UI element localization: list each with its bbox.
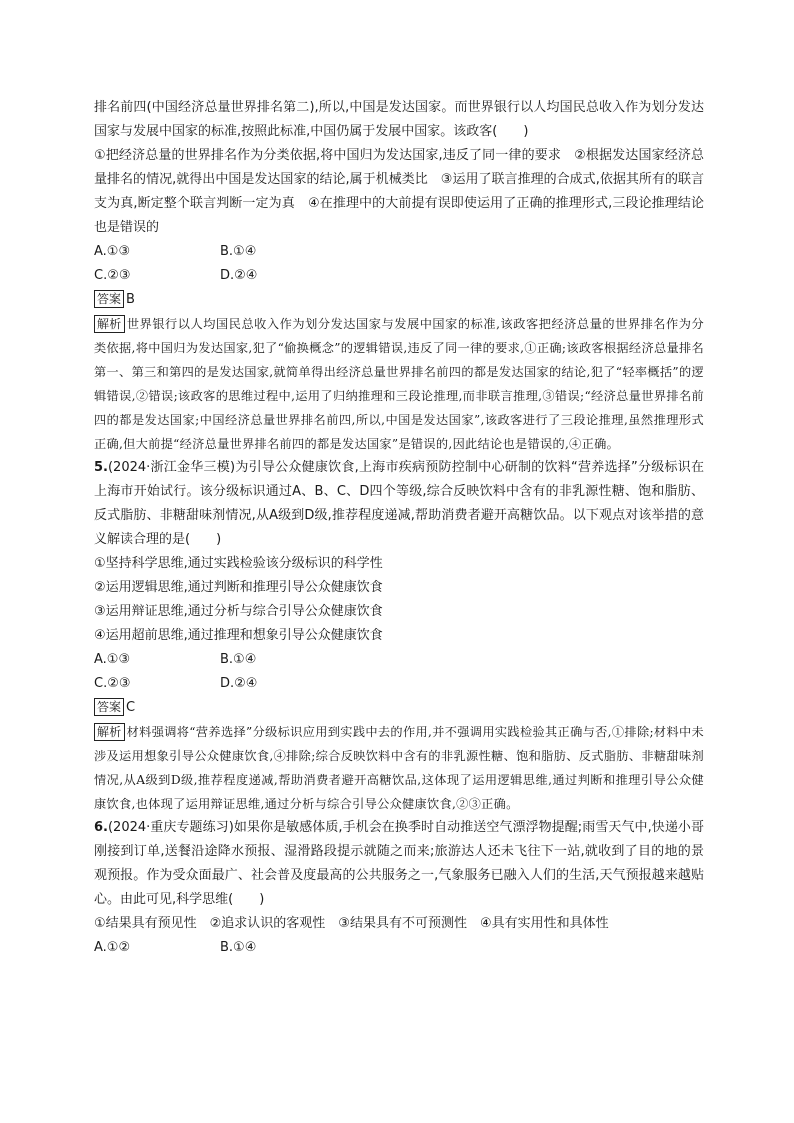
q4-explanation-tag: 解析	[94, 315, 125, 333]
q5-option-d[interactable]: D.②④	[220, 676, 258, 691]
q6-stem-text: 如果你是敏感体质,手机会在换季时自动推送空气漂浮物提醒;雨雪天气中,快递小哥刚接到订单,送餐沿途降水预报、湿滑路段提示就随之而来;旅游达人还未飞往下一站,就收到了目的地的景观预报。作为受众面最广、社会普及度最高的公共服务之一,气象服务已融入人们的生活,天气预报越来越贴心。由此可见,科学思维( )	[94, 820, 704, 907]
q5-option-a[interactable]: A.①③	[94, 652, 131, 667]
q5-explanation	[94, 720, 704, 816]
question-page	[94, 96, 704, 960]
q5-statement-2: ②运用逻辑思维,通过判断和推理引导公众健康饮食	[94, 580, 383, 595]
q4-option-a[interactable]: A.①③	[94, 244, 131, 259]
q5-number: 5.	[94, 460, 108, 475]
q6-option-b[interactable]: B.①④	[220, 940, 257, 955]
q6-options-row-1	[94, 936, 704, 960]
q4-explanation	[94, 312, 704, 456]
q5-stem-text: 为引导公众健康饮食,上海市疾病预防控制中心研制的饮料“营养选择”分级标识在上海市开始试行。该分级标识通过A、B、C、D四个等级,综合反映饮料中含有的非乳源性糖、饱和脂肪、反式脂肪、非糖甜味剂情况,从A级到D级,推荐程度递减,帮助消费者避开高糖饮品。以下观点对该举措的意义解读合理的是( )	[94, 460, 704, 547]
q6-option-a[interactable]: A.①②	[94, 940, 131, 955]
q6-statements: ①结果具有预见性 ②追求认识的客观性 ③结果具有不可预测性 ④具有实用性和具体性	[94, 916, 609, 931]
q4-answer-tag: 答案	[94, 290, 124, 308]
q5-source: (2024·浙江金华三模)	[107, 460, 236, 475]
q4-options-row-2	[94, 264, 704, 288]
q5-option-c[interactable]: C.②③	[94, 676, 131, 691]
q4-option-c[interactable]: C.②③	[94, 268, 131, 283]
q4-stem: 排名前四(中国经济总量世界排名第二),所以,中国是发达国家。而世界银行以人均国民总收入作为划分发达国家与发展中国家的标准,按照此标准,中国仍属于发展中国家。该政客( )	[94, 100, 704, 139]
q5-stem	[94, 456, 704, 552]
q6-number: 6.	[94, 820, 108, 835]
q5-statement-4: ④运用超前思维,通过推理和想象引导公众健康饮食	[94, 628, 383, 643]
q5-answer-line	[94, 696, 704, 720]
q5-options-row-2	[94, 672, 704, 696]
q4-answer-value: B	[126, 292, 135, 307]
q5-answer-tag: 答案	[94, 698, 124, 716]
q5-statement-1: ①坚持科学思维,通过实践检验该分级标识的科学性	[94, 556, 383, 571]
q5-explanation-text: 材料强调将“营养选择”分级标识应用到实践中去的作用,并不强调用实践检验其正确与否,①排除;材料中未涉及运用想象引导公众健康饮食,④排除;综合反映饮料中含有的非乳源性糖、饱和脂肪、反式脂肪、非糖甜味剂情况,从A级到D级,推荐程度递减,帮助消费者避开高糖饮品,这体现了运用逻辑思维,通过判断和推理引导公众健康饮食,也体现了运用辩证思维,通过分析与综合引导公众健康饮食,②③正确。	[94, 725, 704, 811]
q4-statements: ①把经济总量的世界排名作为分类依据,将中国归为发达国家,违反了同一律的要求 ②根据发达国家经济总量排名的情况,就得出中国是发达国家的结论,属于机械类比 ③运用了联言推理的合成式,依据其所有的联言支为真,断定整个联言判断一定为真 ④在推理中的大前提有误即使运用了正确的推理形式,三段论推理结论也是错误的	[94, 148, 704, 235]
q4-option-d[interactable]: D.②④	[220, 268, 258, 283]
q5-explanation-tag: 解析	[94, 723, 125, 741]
q5-options-row-1	[94, 648, 704, 672]
q4-options-row-1	[94, 240, 704, 264]
q4-answer-line	[94, 288, 704, 312]
q4-explanation-text: 世界银行以人均国民总收入作为划分发达国家与发展中国家的标准,该政客把经济总量的世界排名作为分类依据,将中国归为发达国家,犯了“偷换概念”的逻辑错误,违反了同一律的要求,①正确;该政客根据经济总量排名第一、第三和第四的是发达国家,就简单得出经济总量世界排名前四的都是发达国家的结论,犯了“轻率概括”的逻辑错误,②错误;该政客的思维过程中,运用了归纳推理和三段论推理,而非联言推理,③错误;“经济总量世界排名前四的都是发达国家;中国经济总量世界排名前四,所以,中国是发达国家”,该政客进行了三段论推理,虽然推理形式正确,但大前提“经济总量世界排名前四的都是发达国家”是错误的,因此结论也是错误的,④正确。	[94, 317, 704, 451]
q6-source: (2024·重庆专题练习)	[107, 820, 234, 835]
q5-option-b[interactable]: B.①④	[220, 652, 257, 667]
q6-stem	[94, 816, 704, 912]
q4-option-b[interactable]: B.①④	[220, 244, 257, 259]
q5-answer-value: C	[126, 700, 136, 715]
q5-statement-3: ③运用辩证思维,通过分析与综合引导公众健康饮食	[94, 604, 383, 619]
